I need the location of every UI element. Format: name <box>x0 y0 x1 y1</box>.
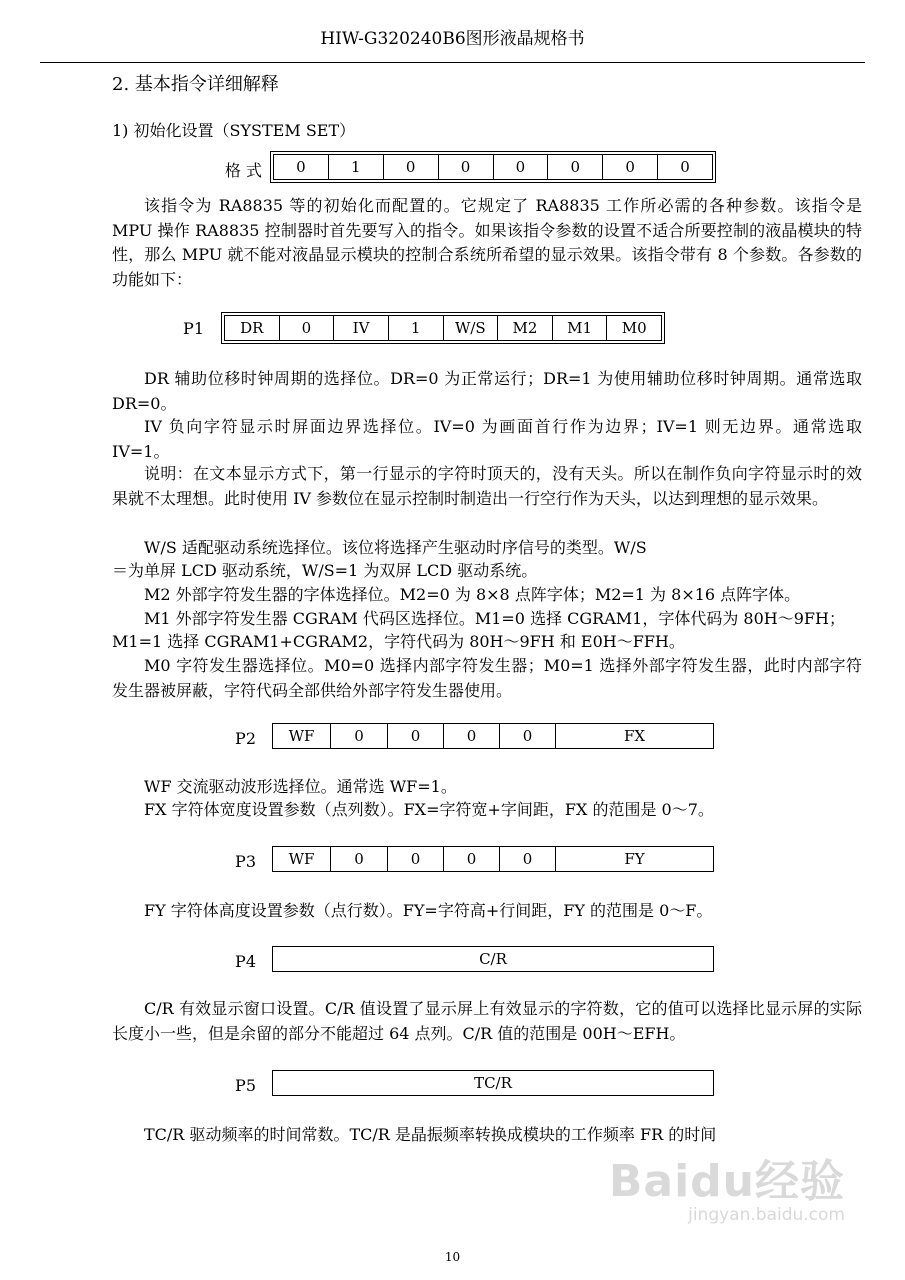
format-label: 格 式 <box>224 161 262 180</box>
intro-paragraph: 该指令为 RA8835 等的初始化而配置的。它规定了 RA8835 工作所必需的各种参数。该指令是 MPU 操作 RA8835 控制器时首先要写入的指令。如果该指令参数的设置不适合所要控制的液晶模块的特性，那么 MPU 就不能对液晶显示模块的控制合系统所希望的显示效果。该指令带有 8 个参数。各参数的功能如下： <box>112 196 862 289</box>
p1-cell: W/S <box>443 316 498 341</box>
p3-cell: 0 <box>444 847 500 872</box>
p5-cell: TC/R <box>273 1071 714 1096</box>
watermark-url: jingyan.baidu.com <box>688 1205 845 1225</box>
iv-description: IV 负向字符显示时屏面边界选择位。IV=0 为画面首行作为边界；IV=1 则无边界。通常选取 IV=1。 <box>112 417 862 461</box>
ws-description-continued: ＝为单屏 LCD 驱动系统，W/S=1 为双屏 LCD 驱动系统。 <box>112 561 538 580</box>
format-bit-cell: 0 <box>274 155 329 180</box>
format-bit-cell: 0 <box>603 155 658 180</box>
format-bit-cell: 0 <box>658 155 713 180</box>
p1-cell: 0 <box>279 316 334 341</box>
p2-cell: 0 <box>500 724 556 749</box>
p1-cell: M0 <box>607 316 662 341</box>
fy-description: FY 字符体高度设置参数（点行数）。FY=字符高+行间距，FY 的范围是 0～F。 <box>144 901 713 920</box>
ws-description: W/S 适配驱动系统选择位。该位将选择产生驱动时序信号的类型。W/S <box>144 538 647 557</box>
format-bit-cell: 0 <box>438 155 493 180</box>
section-title: 2. 基本指令详细解释 <box>112 74 279 95</box>
m1-description-continued: M1=1 选择 CGRAM1+CGRAM2，字符代码为 80H～9FH 和 E0H～FFH。 <box>112 632 685 651</box>
format-bit-cell: 0 <box>383 155 438 180</box>
p5-register-table <box>272 1070 714 1096</box>
p2-label: P2 <box>235 729 256 748</box>
p5-label: P5 <box>235 1076 256 1095</box>
p4-cell: C/R <box>273 947 714 972</box>
p2-cell: WF <box>273 724 331 749</box>
dr-description: DR 辅助位移时钟周期的选择位。DR=0 为正常运行；DR=1 为使用辅助位移时钟周期。通常选取 DR=0。 <box>112 369 862 413</box>
p3-cell: FY <box>556 847 714 872</box>
p2-cell: 0 <box>444 724 500 749</box>
p1-cell: IV <box>334 316 389 341</box>
fx-description: FX 字符体宽度设置参数（点列数）。FX=字符宽+字间距，FX 的范围是 0～7。 <box>144 800 714 819</box>
p1-cell: DR <box>225 316 280 341</box>
format-bit-cell: 0 <box>548 155 603 180</box>
p3-cell: WF <box>273 847 331 872</box>
p3-cell: 0 <box>331 847 388 872</box>
m2-description: M2 外部字符发生器的字体选择位。M2=0 为 8×8 点阵字体；M2=1 为 8×16 点阵字体。 <box>144 585 801 604</box>
format-bit-table <box>273 154 713 180</box>
p1-cell: 1 <box>388 316 443 341</box>
p3-cell: 0 <box>500 847 556 872</box>
page-number: 10 <box>444 1250 461 1264</box>
p2-cell: FX <box>556 724 714 749</box>
p3-register-table <box>272 846 714 872</box>
p2-cell: 0 <box>388 724 444 749</box>
p2-cell: 0 <box>331 724 388 749</box>
p4-label: P4 <box>235 952 256 971</box>
p3-cell: 0 <box>388 847 444 872</box>
p1-register-table <box>224 315 662 341</box>
p1-cell: M1 <box>552 316 607 341</box>
watermark-logo: Baidu经验 <box>608 1156 845 1207</box>
subsection-title: 1) 初始化设置（SYSTEM SET） <box>112 121 356 140</box>
format-bit-cell: 0 <box>493 155 548 180</box>
baidu-watermark <box>609 1145 845 1225</box>
document-header-title: HIW-G320240B6图形液晶规格书 <box>320 29 585 49</box>
p3-label: P3 <box>235 852 256 871</box>
cr-description: C/R 有效显示窗口设置。C/R 值设置了显示屏上有效显示的字符数，它的值可以选择比显示屏的实际长度小一些，但是余留的部分不能超过 64 点列。C/R 值的范围是 00H～EFH。 <box>112 999 862 1043</box>
p1-cell: M2 <box>498 316 553 341</box>
m0-description: M0 字符发生器选择位。M0=0 选择内部字符发生器；M0=1 选择外部字符发生器，此时内部字符发生器被屏蔽，字符代码全部供给外部字符发生器使用。 <box>112 656 862 700</box>
p2-register-table <box>272 723 714 749</box>
wf-description: WF 交流驱动波形选择位。通常选 WF=1。 <box>144 777 457 796</box>
p4-register-table <box>272 946 714 972</box>
p1-label: P1 <box>183 319 204 338</box>
m1-description: M1 外部字符发生器 CGRAM 代码区选择位。M1=0 选择 CGRAM1，字体代码为 80H～9FH； <box>144 609 845 628</box>
iv-note-paragraph: 说明：在文本显示方式下，第一行显示的字符时顶天的，没有天头。所以在制作负向字符显示时的效果就不太理想。此时使用 IV 参数位在显示控制时制造出一行空行作为天头，以达到理想的显示效果。 <box>112 464 862 508</box>
format-bit-cell: 1 <box>328 155 383 180</box>
tcr-description: TC/R 驱动频率的时间常数。TC/R 是晶振频率转换成模块的工作频率 FR 的时间 <box>144 1125 717 1144</box>
header-divider <box>40 62 865 63</box>
